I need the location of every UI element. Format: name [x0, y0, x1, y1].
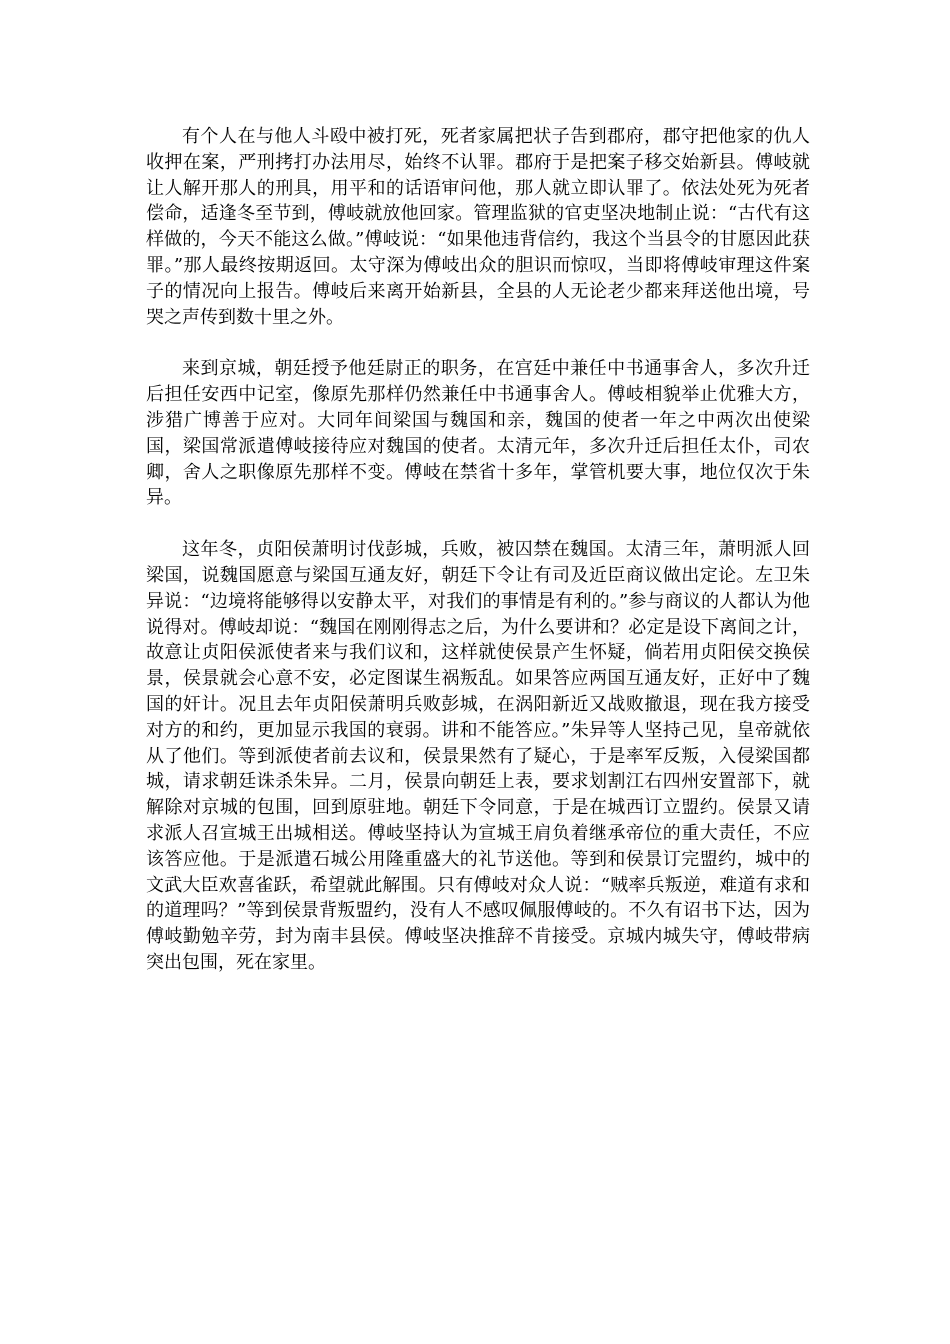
- paragraph-1: 有个人在与他人斗殴中被打死，死者家属把状子告到郡府，郡守把他家的仇人收押在案，严刑拷打办法用尽，始终不认罪。郡府于是把案子移交始新县。傅岐就让人解开那人的刑具，用平和的话语审问他，那人就立即认罪了。依法处死为死者偿命，适逢冬至节到，傅岐就放他回家。管理监狱的官吏坚决地制止说：“古代有这样做的，今天不能这么做。”傅岐说：“如果他违背信约，我这个当县令的甘愿因此获罪。”那人最终按期返回。太守深为傅岐出众的胆识而惊叹，当即将傅岐审理这件案子的情况向上报告。傅岐后来离开始新县，全县的人无论老少都来拜送他出境，号哭之声传到数十里之外。: [146, 126, 810, 328]
- document-body: [146, 124, 810, 1002]
- paragraph-3: 这年冬，贞阳侯萧明讨伐彭城，兵败，被囚禁在魏国。太清三年，萧明派人回梁国，说魏国愿意与梁国互通友好，朝廷下令让有司及近臣商议做出定论。左卫朱异说：“边境将能够得以安静太平，对我们的事情是有利的。”参与商议的人都认为他说得对。傅岐却说：“魏国在刚刚得志之后，为什么要讲和？必定是设下离间之计，故意让贞阳侯派使者来与我们议和，这样就使侯景产生怀疑，倘若用贞阳侯交换侯景，侯景就会心意不安，必定图谋生祸叛乱。如果答应两国互通友好，正好中了魏国的奸计。况且去年贞阳侯萧明兵败彭城，在涡阳新近又战败撤退，现在我方接受对方的和约，更加显示我国的衰弱。讲和不能答应。”朱异等人坚持己见，皇帝就依从了他们。等到派使者前去议和，侯景果然有了疑心，于是率军反叛，入侵梁国都城，请求朝廷诛杀朱异。二月，侯景向朝廷上表，要求划割江右四州安置部下，就解除对京城的包围，回到原驻地。朝廷下令同意，于是在城西订立盟约。侯景又请求派人召宣城王出城相送。傅岐坚持认为宣城王肩负着继承帝位的重大责任，不应该答应他。于是派遣石城公用隆重盛大的礼节送他。等到和侯景订完盟约，城中的文武大臣欢喜雀跃，希望就此解围。只有傅岐对众人说：“贼率兵叛逆，难道有求和的道理吗？”等到侯景背叛盟约，没有人不感叹佩服傅岐的。不久有诏书下达，因为傅岐勤勉辛劳，封为南丰县侯。傅岐坚决推辞不肯接受。京城内城失守，傅岐带病突出包围，死在家里。: [146, 539, 810, 973]
- paragraph-2: 来到京城，朝廷授予他廷尉正的职务，在宫廷中兼任中书通事舍人，多次升迁后担任安西中记室，像原先那样仍然兼任中书通事舍人。傅岐相貌举止优雅大方，涉猎广博善于应对。大同年间梁国与魏国和亲，魏国的使者一年之中两次出使梁国，梁国常派遣傅岐接待应对魏国的使者。太清元年，多次升迁后担任太仆，司农卿，舍人之职像原先那样不变。傅岐在禁省十多年，掌管机要大事，地位仅次于朱异。: [146, 358, 810, 509]
